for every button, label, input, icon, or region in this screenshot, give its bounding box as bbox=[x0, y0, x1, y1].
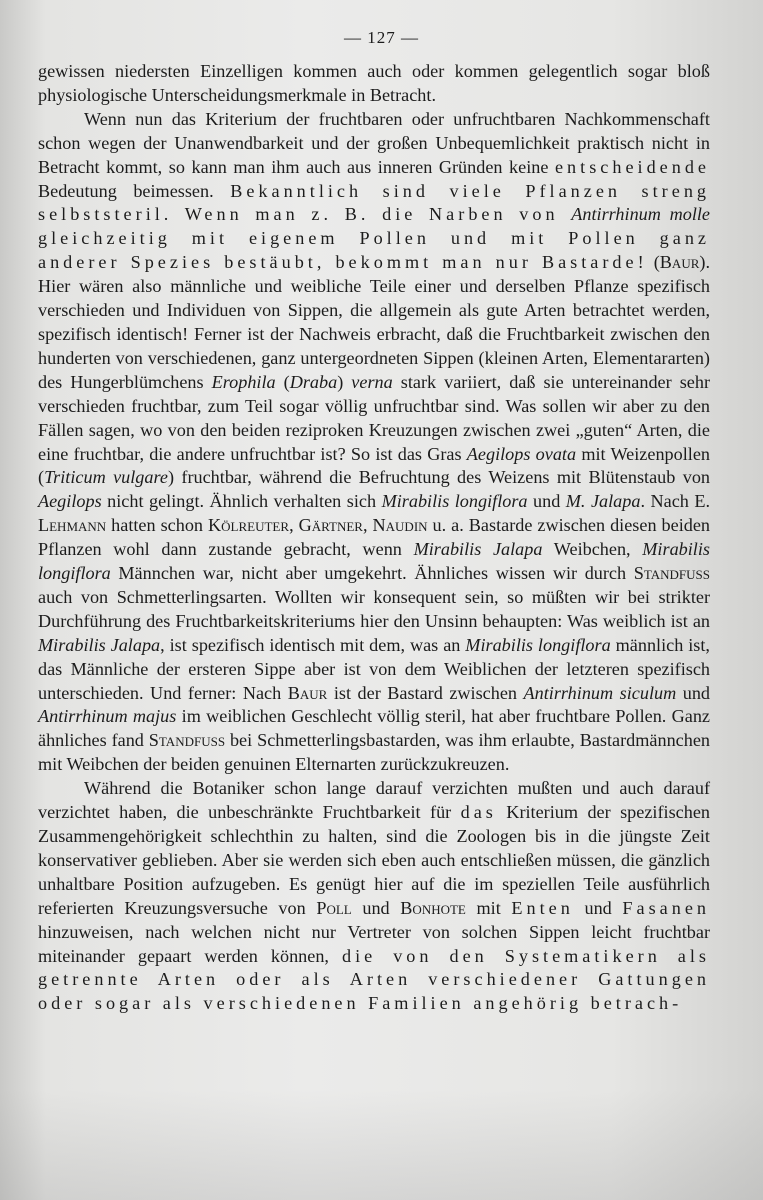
author-name: Gärtner bbox=[298, 515, 363, 536]
author-name: Lehmann bbox=[38, 515, 107, 536]
text-run: auch von Schmetterlingsarten. Wollten wir konsequent sein, so müßten wir bei strikter Durchführung des Fruchtbarkeitskriteriums hier den Unsinn behaupten: Was weiblich ist an bbox=[38, 586, 710, 631]
text-run: und bbox=[573, 897, 623, 918]
text-run: mit bbox=[465, 897, 512, 918]
text-run: ) fruchtbar, während die Befruchtung des Weizens mit Blütenstaub von bbox=[167, 467, 711, 488]
author-name: Bonhote bbox=[400, 897, 466, 918]
author-name: Kölreuter bbox=[208, 515, 290, 536]
text-run: Kriterium der spezifischen Zusammengehörigkeit schlechthin zu halten, sind die Zoologen bis in die jüngste Zeit konservativer geblieben. Aber sie werden sich eben auch entschließen müssen, die gänzlich unhaltbare Position aufzugeben. Es genügt hier auf die im speziellen Teile ausführlich referierten Kreuzungsversuche von bbox=[38, 802, 710, 918]
emphasized-text: die von den Systematikern als getrennte Arten oder als Arten verschiedener Gattungen oder sogar als verschiedenen Familien angehörig betrach- bbox=[38, 945, 710, 1014]
text-run: hatten schon bbox=[106, 515, 209, 536]
emphasized-text: Fasanen bbox=[622, 897, 711, 918]
page-number: — 127 — bbox=[344, 28, 419, 47]
italic-text: Mirabilis longiflora bbox=[465, 634, 611, 655]
text-run: bei Schmetterlingsbastarden, was ihm erlaubte, Bastardmännchen mit Weibchen der beiden genuinen Elternarten zurückzukreuzen. bbox=[38, 730, 710, 775]
text-run: im weiblichen Geschlecht völlig steril, hat aber fruchtbare Pollen. Ganz ähnliches fand bbox=[38, 706, 711, 751]
italic-text: Aegilops bbox=[38, 491, 102, 512]
text-run: ( bbox=[275, 371, 290, 392]
paragraph bbox=[38, 108, 710, 777]
text-run: , bbox=[362, 515, 373, 536]
text-run: stark variiert, daß sie untereinander sehr verschieden fruchtbar, zum Teil sogar völlig unfruchtbar sind. Was sollen wir aber zu den Fällen sagen, wo von den beiden reziproken Kreuzungen zwischen zwei „guten“ Arten, die eine fruchtbar, die andere unfruchtbar ist? So ist das Gras bbox=[38, 371, 710, 464]
emphasized-text: Bekanntlich sind viele Pflanzen streng selbststeril. Wenn man z. B. die Narben von bbox=[38, 180, 711, 225]
italic-text: Erophila bbox=[211, 371, 276, 392]
italic-text: Draba bbox=[289, 371, 338, 392]
paragraph bbox=[38, 777, 710, 1016]
italic-text: Mirabilis Jalapa bbox=[413, 539, 543, 560]
italic-text: Mirabilis longiflora bbox=[38, 539, 710, 584]
italic-text: Mirabilis Jalapa bbox=[38, 634, 161, 655]
text-run: hinzuweisen, nach welchen nicht nur Vertreter von solchen Sippen leicht fruchtbar miteinander gepaart werden können, bbox=[38, 921, 710, 966]
text-run: , ist spezifisch identisch mit dem, was an bbox=[160, 634, 466, 655]
text-run: Wenn nun das Kriterium der fruchtbaren oder unfruchtbaren Nachkommenschaft schon wegen der Unanwendbarkeit und der großen Unbequemlichkeit praktisch nicht in Betracht kommt, so kann man ihm auch aus inneren Gründen keine bbox=[38, 108, 710, 177]
text-run: , bbox=[289, 515, 299, 536]
paragraph bbox=[38, 60, 710, 108]
italic-text: Aegilops ovata bbox=[466, 443, 577, 464]
author-name: Standfuss bbox=[148, 730, 226, 751]
text-run: ist der Bastard zwischen bbox=[327, 682, 524, 703]
italic-text: Antirrhinum majus bbox=[38, 706, 177, 727]
emphasized-text: Enten bbox=[511, 897, 574, 918]
text-run: und bbox=[527, 491, 566, 512]
text-run: Männchen war, nicht aber umgekehrt. Ähnliches wissen wir durch bbox=[110, 563, 634, 584]
text-run: ( bbox=[647, 252, 660, 273]
author-name: Standfuss bbox=[633, 563, 710, 584]
italic-text: Antirrhinum siculum bbox=[523, 682, 677, 703]
italic-text: Antirrhinum molle bbox=[571, 204, 710, 225]
author-name: Naudin bbox=[372, 515, 428, 536]
text-run: und bbox=[676, 682, 711, 703]
page-shadow bbox=[0, 1090, 763, 1200]
italic-text: verna bbox=[351, 371, 393, 392]
italic-text: Triticum vulgare bbox=[44, 467, 168, 488]
text-run: und bbox=[351, 897, 401, 918]
text-run: nicht gelingt. Ähnlich verhalten sich bbox=[101, 491, 382, 512]
text-run: ). Hier wären also männliche und weibliche Teile einer und derselben Pflanze spezifisch verschieden und Individuen von Sippen, die allgemein als gute Arten betrachtet werden, spezifisch identisch! Ferner ist der Nachweis erbracht, daß die Fruchtbarkeit zwischen den hunderten von verschiedenen, ganz untergeordneten Sippen (kleinen Arten, Elementararten) des Hungerblümchens bbox=[38, 252, 710, 392]
italic-text: Mirabilis longiflora bbox=[381, 491, 528, 512]
emphasized-text: entscheidende bbox=[554, 156, 710, 177]
text-run: männlich ist, das Männliche der ersteren Sippe aber ist von dem Weiblichen der letzteren spezifisch unterschieden. Und ferner: Nach bbox=[38, 634, 710, 703]
text-run: Weibchen, bbox=[542, 539, 643, 560]
text-run: Bedeutung beimessen. bbox=[38, 180, 231, 201]
emphasized-text: das bbox=[460, 802, 497, 823]
author-name: Poll bbox=[316, 897, 352, 918]
text-run: . Nach E. bbox=[640, 491, 711, 512]
text-run: mit Weizenpollen ( bbox=[38, 443, 711, 488]
author-name: Baur bbox=[659, 252, 700, 273]
text-run: Während die Botaniker schon lange darauf verzichten mußten und auch darauf verzichtet haben, die unbeschränkte Fruchtbarkeit für bbox=[38, 778, 710, 823]
text-run: u. a. Bastarde zwischen diesen beiden Pflanzen wohl dann zustande gebracht, wenn bbox=[38, 515, 711, 560]
emphasized-text: gleichzeitig mit eigenem Pollen und mit Pollen ganz anderer Spezies bestäubt, bekommt man nur Bastarde! bbox=[38, 228, 710, 273]
text-run: ) bbox=[337, 371, 352, 392]
author-name: Baur bbox=[287, 682, 328, 703]
text-run: gewissen niedersten Einzelligen kommen auch oder kommen gelegentlich sogar bloß physiologische Unterscheidungsmerkmale in Betracht. bbox=[38, 61, 710, 105]
italic-text: M. Jalapa bbox=[565, 491, 641, 512]
body-text bbox=[38, 60, 710, 1016]
